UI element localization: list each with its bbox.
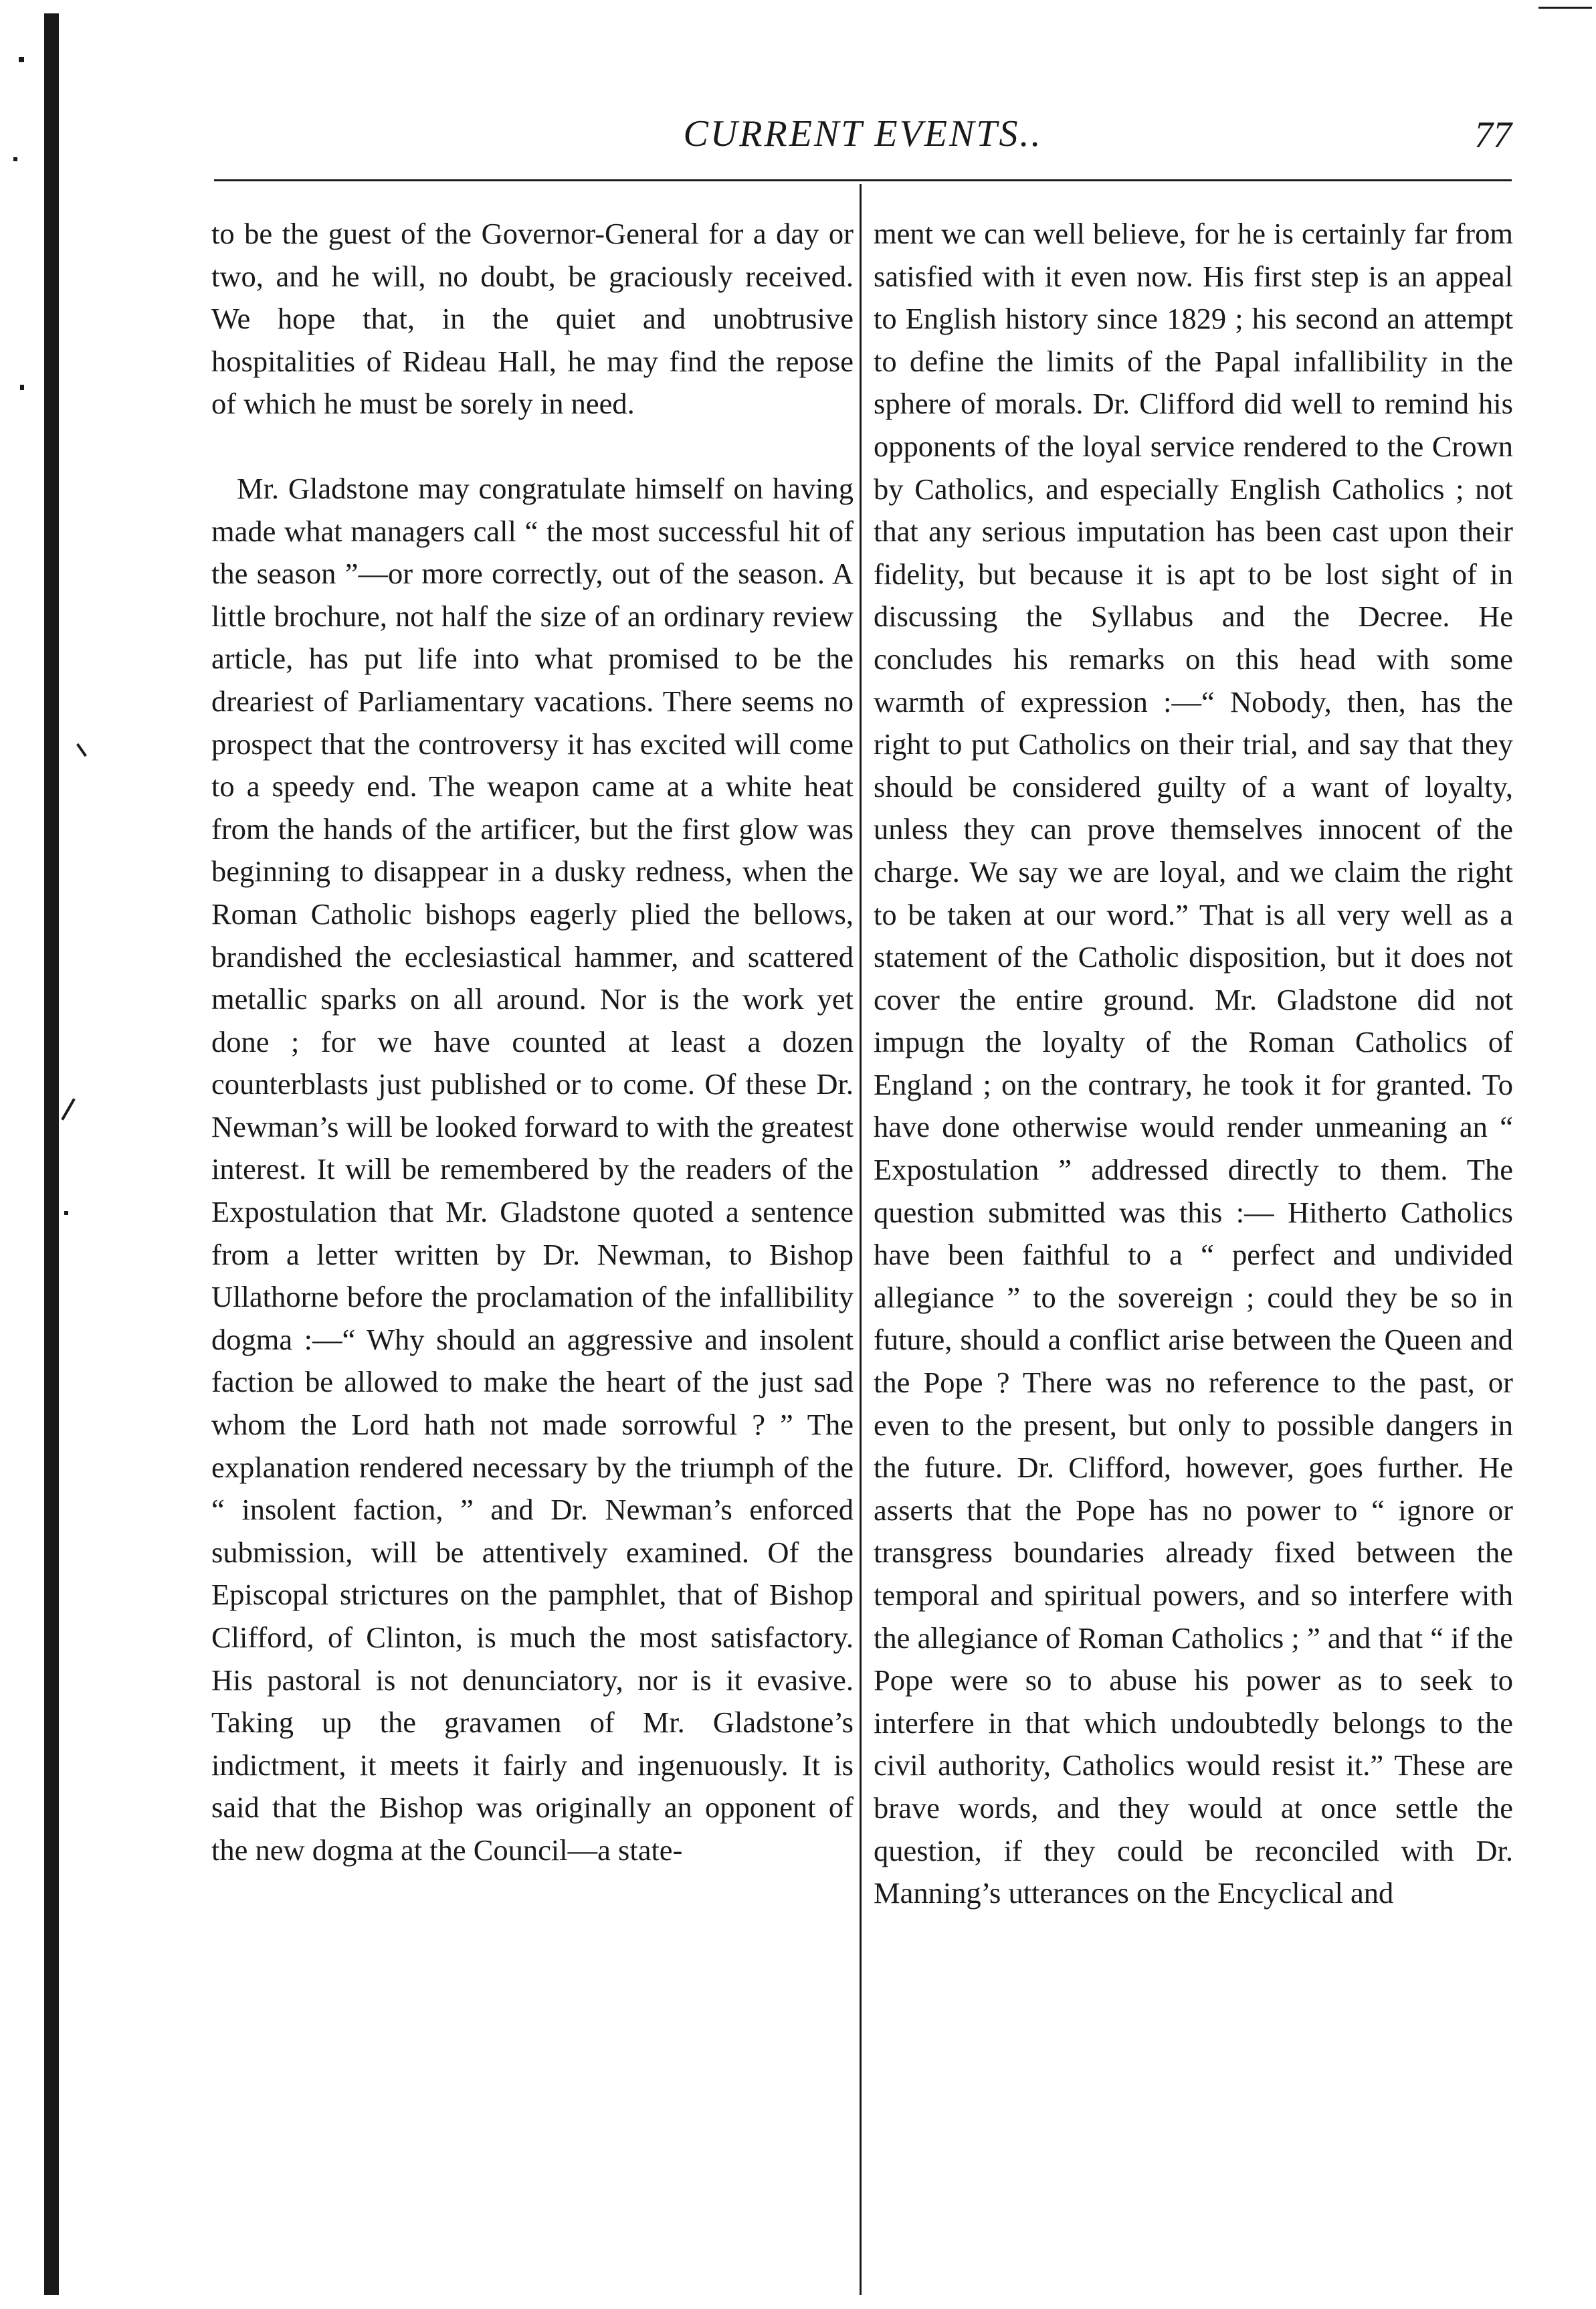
- paragraph: ment we can well believe, for he is certainly far from satisfied with it even now. His first step is an appeal to English history since 1829 ; his second an attempt to define the limits of the Papal infallibility in the sphere of morals. Dr. Clifford did well to remind his opponents of the loyal service rendered to the Crown by Catholics, and especially English Catholics ; not that any serious imputation has been cast upon their fidelity, but because it is apt to be lost sight of in discussing the Syllabus and the Decree. He concludes his remarks on this head with some warmth of expression :—“ Nobody, then, has the right to put Catholics on their trial, and say that they should be considered guilty of a want of loyalty, unless they can prove themselves innocent of the charge. We say we are loyal, and we claim the right to be taken at our word.” That is all very well as a statement of the Catholic disposition, but it does not cover the entire ground. Mr. Gladstone did not impugn the loyalty of the Roman Catholics of England ; on the contrary, he took it for granted. To have done otherwise would render unmeaning an “ Expostulation ” addressed directly to them. The question submitted was this :— Hitherto Catholics have been faithful to a “ perfect and undivided allegiance ” to the sovereign ; could they be so in future, should a conflict arise between the Queen and the Pope ? There was no reference to the past, or even to the present, but only to possible dangers in the future. Dr. Clifford, however, goes further. He asserts that the Pope has no power to “ ignore or transgress boundaries already fixed between the temporal and spiritual powers, and so interfere with the allegiance of Roman Catholics ; ” and that “ if the Pope were so to abuse his power as to seek to interfere in that which undoubtedly belongs to the civil authority, Catholics would resist it.” These are brave words, and they would at once settle the question, if they could be reconciled with Dr. Manning’s utterances on the Encyclical and: [874, 217, 1513, 1910]
- header-rule: [214, 179, 1512, 181]
- right-column: [874, 213, 1513, 1915]
- running-title: CURRENT EVENTS..: [683, 113, 1043, 155]
- paragraph: Mr. Gladstone may congratulate himself on having made what managers call “ the most successful hit of the season ”—or more correctly, out of the season. A little brochure, not half the size of an ordinary review article, has put life into what promised to be the dreariest of Parliamentary vacations. There seems no prospect that the controversy it has excited will come to a speedy end. The weapon came at a white heat from the hands of the artificer, but the first glow was beginning to disappear in a dusky redness, when the Roman Catholic bishops eagerly plied the bellows, brandished the ecclesiastical hammer, and scattered metallic sparks on all around. Nor is the work yet done ; for we have counted at least a dozen counterblasts just published or to come. Of these Dr. Newman’s will be looked forward to with the greatest interest. It will be remembered by the readers of the Expostulation that Mr. Gladstone quoted a sentence from a letter written by Dr. Newman, to Bishop Ullathorne before the proclamation of the infallibility dogma :—“ Why should an aggressive and insolent faction be allowed to make the heart of the just sad whom the Lord hath not made sorrowful ? ” The explanation rendered necessary by the triumph of the “ insolent faction, ” and Dr. Newman’s enforced submission, will be attentively examined. Of the Episcopal strictures on the pamphlet, that of Bishop Clifford, of Clinton, is much the most satisfactory. His pastoral is not denunciatory, nor is it evasive. Taking up the gravamen of Mr. Gladstone’s indictment, it meets it fairly and ingenuously. It is said that the Bishop was originally an opponent of the new dogma at the Council—a state-: [211, 471, 854, 1867]
- page-header: [214, 112, 1512, 173]
- scan-speck: [64, 1211, 68, 1215]
- scan-speck: [76, 743, 87, 757]
- column-divider: [860, 184, 862, 2295]
- scan-speck: [20, 385, 24, 390]
- paragraph: to be the guest of the Governor-General for a day or two, and he will, no doubt, be graciously received. We hope that, in the quiet and unobtrusive hospitalities of Rideau Hall, he may find the repose of which he must be sorely in need.: [211, 217, 854, 421]
- scan-speck: [13, 157, 17, 161]
- scan-binding-edge: [44, 13, 59, 2295]
- page-number: 77: [1474, 114, 1512, 156]
- scan-speck: [19, 57, 24, 62]
- scan-speck: [1538, 7, 1592, 9]
- left-column: [211, 213, 854, 1872]
- scan-speck: [61, 1098, 75, 1120]
